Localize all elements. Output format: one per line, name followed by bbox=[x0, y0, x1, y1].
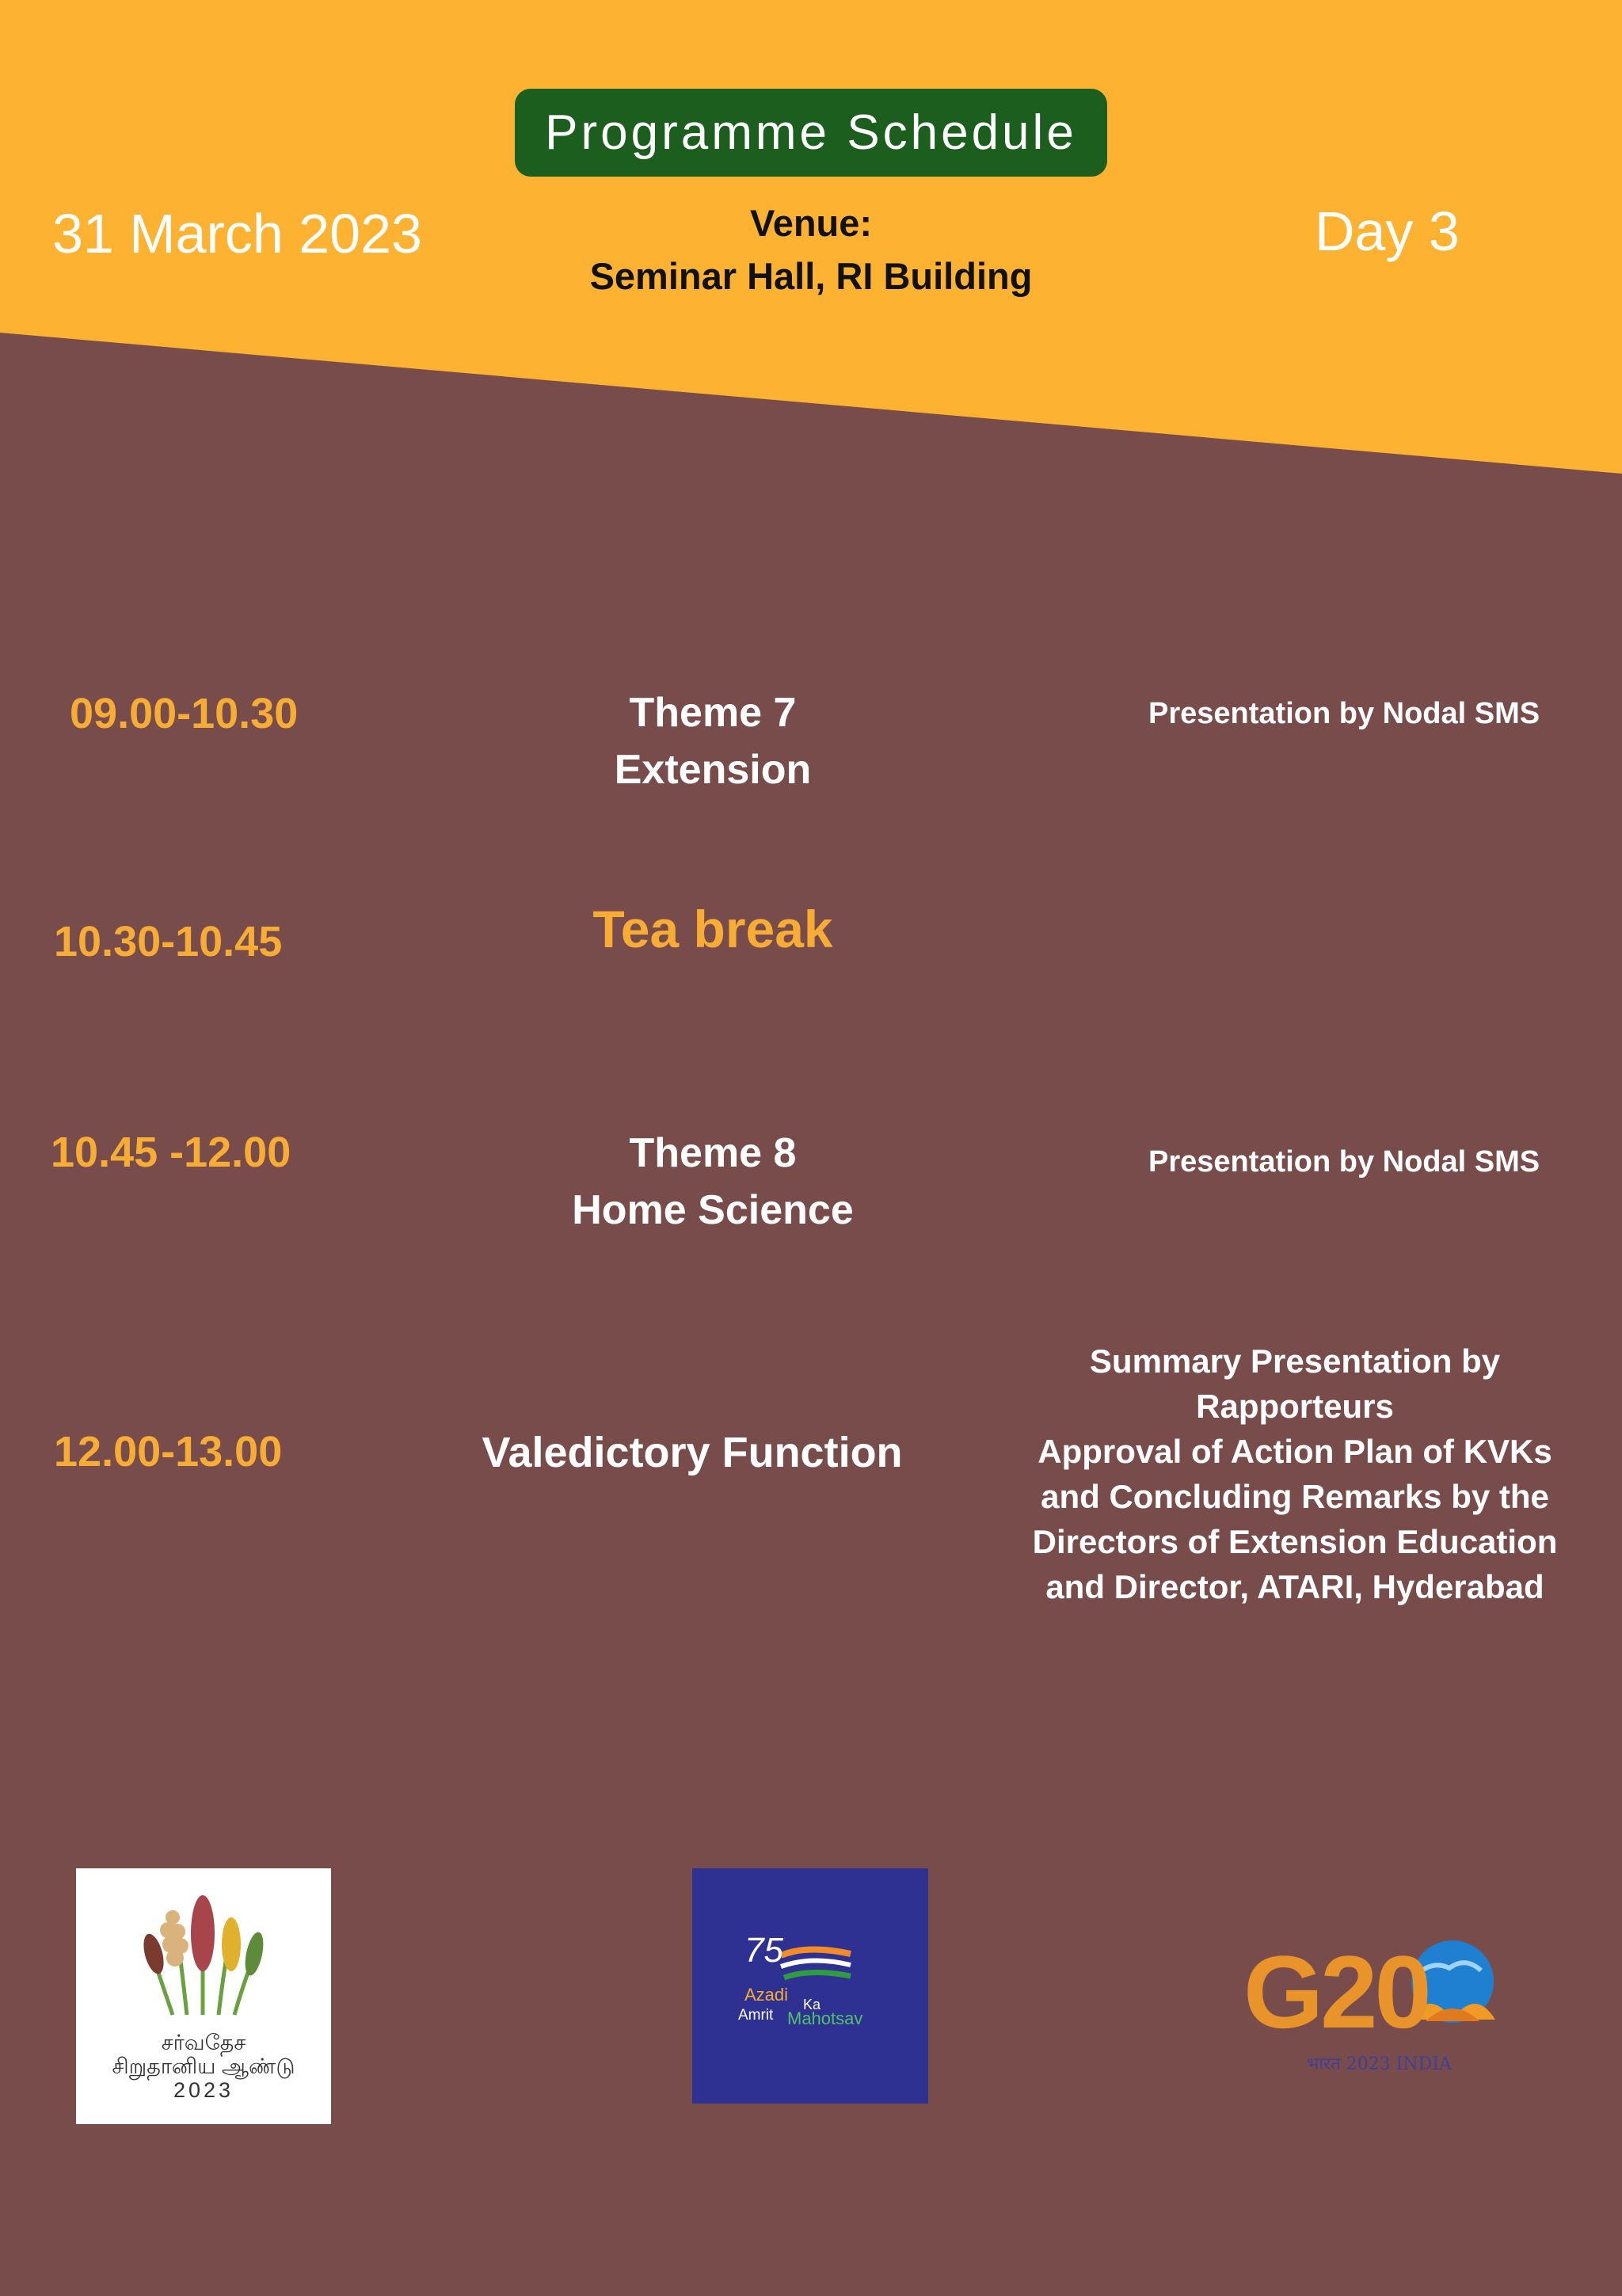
g20-subtext: भारत 2023 INDIA bbox=[1307, 2054, 1452, 2074]
mahotsav-text: Mahotsav bbox=[787, 2009, 863, 2028]
venue-label: Venue: bbox=[749, 202, 873, 244]
venue-name: Seminar Hall, RI Building bbox=[589, 255, 1033, 297]
azadi-text: Azadi bbox=[744, 1985, 789, 2005]
azadi-number: 75 bbox=[744, 1931, 783, 1970]
note-line: Directors of Extension Education bbox=[1032, 1523, 1558, 1560]
session-note-3: Presentation by Nodal SMS bbox=[1148, 1145, 1540, 1178]
session-title-4: Valedictory Function bbox=[482, 1429, 903, 1476]
note-line: and Concluding Remarks by the bbox=[1041, 1478, 1549, 1515]
tea-break: Tea break bbox=[592, 900, 833, 958]
session-note-4 bbox=[994, 1338, 1596, 1609]
note-line: Rapporteurs bbox=[1196, 1388, 1394, 1425]
millet-plants-icon bbox=[76, 1868, 331, 2027]
tricolor-flag-icon bbox=[692, 1868, 928, 2104]
time-slot-4: 12.00-13.00 bbox=[54, 1428, 283, 1475]
millet-logo-text bbox=[76, 2031, 331, 2102]
session-theme: Theme 8 bbox=[629, 1130, 797, 1176]
millet-year-logo bbox=[76, 1868, 331, 2124]
session-subject: Home Science bbox=[572, 1187, 854, 1233]
venue-block bbox=[507, 196, 1115, 303]
g20-logo bbox=[1236, 1932, 1521, 2091]
millet-line2: சிறுதானிய ஆண்டு bbox=[112, 2054, 295, 2078]
azadi-ka-amrit-mahotsav-logo bbox=[692, 1868, 928, 2104]
day-label: Day 3 bbox=[1315, 200, 1460, 262]
note-line: Approval of Action Plan of KVKs bbox=[1038, 1433, 1552, 1470]
session-note-1: Presentation by Nodal SMS bbox=[1148, 697, 1540, 730]
page-title: Programme Schedule bbox=[515, 89, 1107, 177]
date-label: 31 March 2023 bbox=[52, 203, 422, 265]
note-line: Summary Presentation by bbox=[1089, 1342, 1501, 1380]
amrit-text: Amrit bbox=[738, 2007, 774, 2024]
session-title-1 bbox=[356, 684, 1069, 798]
note-line: and Director, ATARI, Hyderabad bbox=[1045, 1568, 1544, 1605]
millet-line1: சர்வதேச bbox=[161, 2031, 246, 2054]
session-theme: Theme 7 bbox=[629, 690, 797, 736]
g20-text: G20 bbox=[1243, 1934, 1429, 2050]
ka-text: Ka bbox=[803, 1997, 821, 2012]
time-slot-1: 09.00-10.30 bbox=[70, 690, 299, 737]
session-title-3 bbox=[356, 1125, 1069, 1239]
time-slot-2: 10.30-10.45 bbox=[54, 918, 283, 965]
millet-year: 2023 bbox=[173, 2078, 234, 2102]
time-slot-3: 10.45 -12.00 bbox=[51, 1129, 291, 1176]
session-subject: Extension bbox=[614, 747, 812, 793]
